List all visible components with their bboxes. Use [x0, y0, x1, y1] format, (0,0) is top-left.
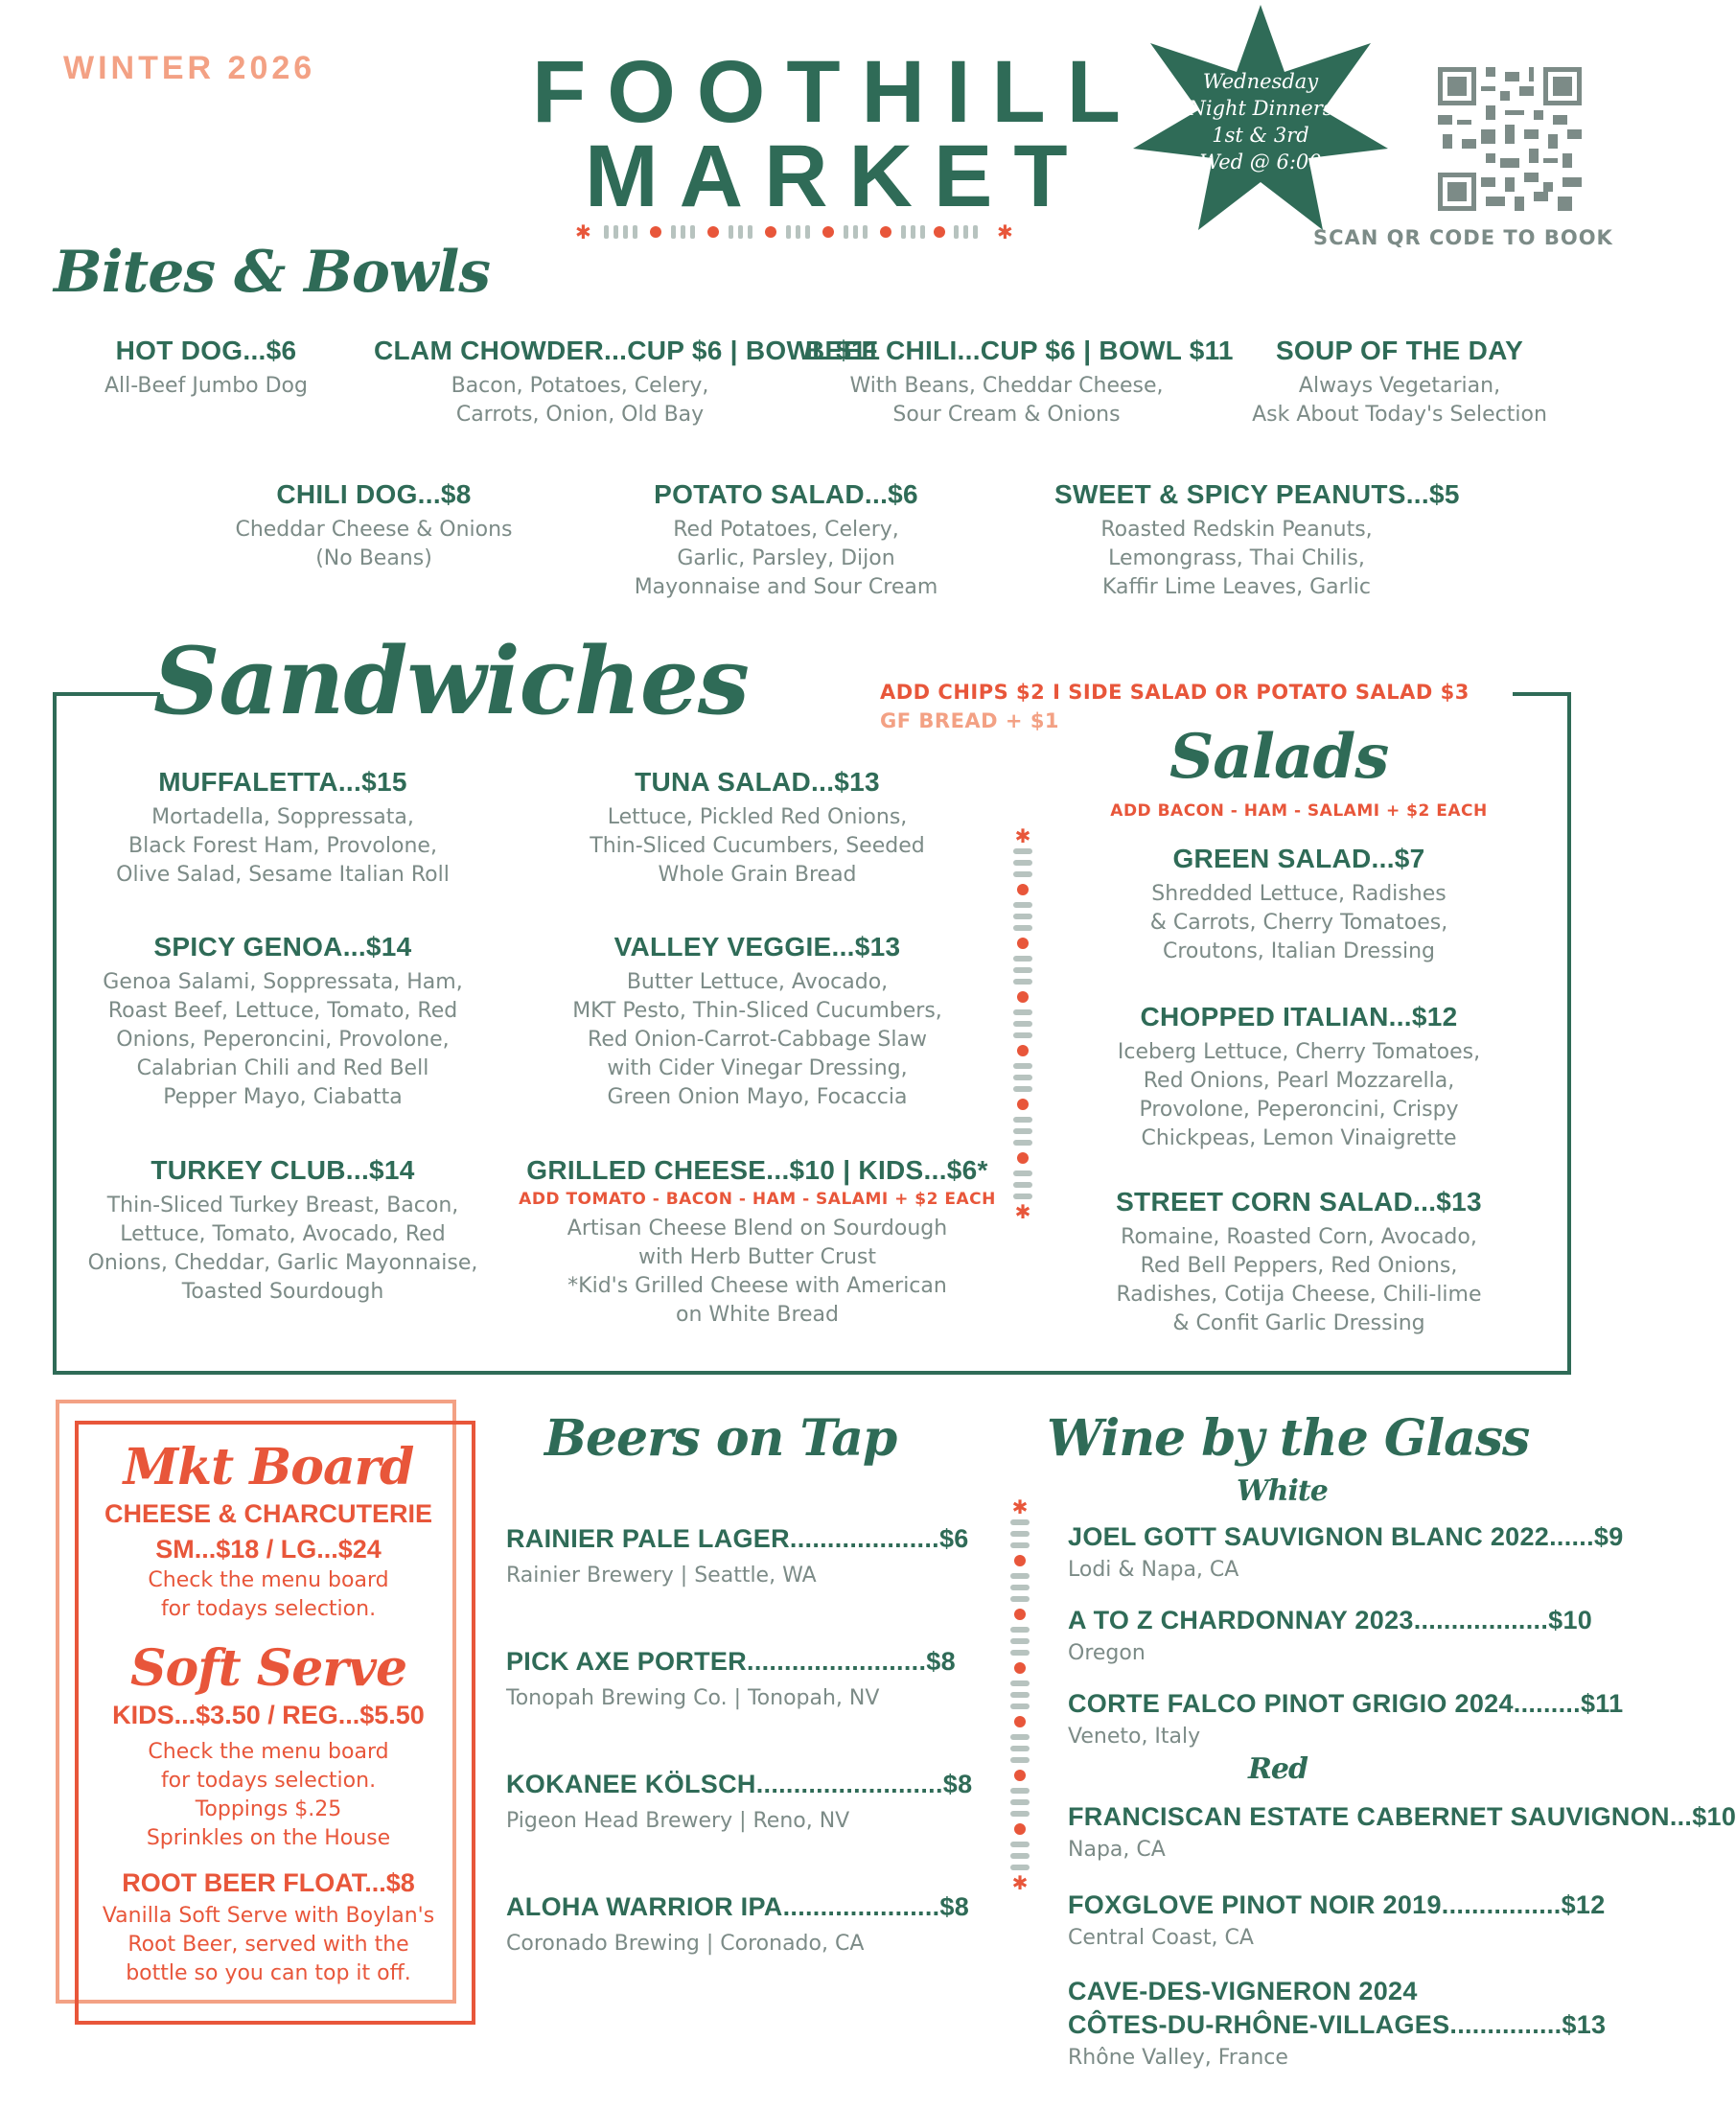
menu-item — [1093, 1002, 1505, 1153]
item-title: SOUP OF THE DAY — [1275, 336, 1524, 365]
badge-line-2: Night Dinners — [1188, 97, 1333, 120]
wine-desc: Central Coast, CA — [1068, 1926, 1254, 1950]
item-title: STREET CORN SALAD...$13 — [1116, 1187, 1482, 1217]
badge-line-1: Wednesday — [1202, 70, 1319, 93]
item-title: HOT DOG...$6 — [115, 336, 297, 365]
item-title: GRILLED CHEESE...$10 | KIDS...$6* — [526, 1155, 988, 1185]
wine-desc: Veneto, Italy — [1068, 1725, 1201, 1749]
salads-addon: ADD BACON - HAM - SALAMI + $2 EACH — [1110, 801, 1488, 821]
beer-item — [506, 1770, 972, 1833]
item-desc: Thin-Sliced Turkey Breast, Bacon, Lettuce, Tomato, Avocado, Red Onions, Cheddar, Garlic Mayonnaise, Toasted Sourdough — [87, 1194, 478, 1304]
menu-item — [1093, 1187, 1505, 1338]
brand-line-2: MARKET — [585, 127, 1089, 225]
item-title: GREEN SALAD...$7 — [1172, 844, 1425, 873]
menu-item — [556, 767, 959, 890]
wine-item — [1068, 1522, 1624, 1582]
wine-item — [1068, 1977, 1606, 2070]
item-title: VALLEY VEGGIE...$13 — [613, 932, 901, 962]
soft-serve-heading: Soft Serve — [129, 1639, 407, 1698]
beer-desc: Tonopah Brewing Co. | Tonopah, NV — [506, 1686, 880, 1710]
wednesday-dinner-badge — [1131, 5, 1390, 235]
drinks-divider: ✱ ✱ — [1011, 1495, 1029, 1894]
item-title: SWEET & SPICY PEANUTS...$5 — [1054, 479, 1460, 509]
bites-heading: Bites & Bowls — [54, 239, 491, 306]
beer-item — [506, 1524, 969, 1588]
beer-desc: Pigeon Head Brewery | Reno, NV — [506, 1809, 850, 1833]
header-ornament — [575, 222, 1016, 242]
menu-item — [220, 479, 527, 573]
menu-item — [58, 336, 355, 401]
frame-top-right — [1513, 692, 1567, 696]
item-desc: Romaine, Roasted Corn, Avocado, Red Bell Peppers, Red Onions, Radishes, Cotija Cheese, Chili-lime & Confit Garlic Dressing — [1116, 1225, 1482, 1335]
item-desc: Bacon, Potatoes, Celery, Carrots, Onion, Old Bay — [451, 374, 709, 427]
wine-item — [1068, 1890, 1606, 1950]
item-desc: Butter Lettuce, Avocado, MKT Pesto, Thin-Sliced Cucumbers, Red Onion-Carrot-Cabbage Slaw with Cider Vinegar Dressing, Green Onion Mayo, Focaccia — [572, 970, 942, 1109]
beer-desc: Coronado Brewing | Coronado, CA — [506, 1932, 865, 1956]
item-title: TUNA SALAD...$13 — [635, 767, 880, 797]
board-desc: Check the menu board for todays selection. — [148, 1568, 389, 1621]
wine-title: JOEL GOTT SAUVIGNON BLANC 2022......$9 — [1068, 1522, 1624, 1551]
wine-title: A TO Z CHARDONNAY 2023..................$10 — [1068, 1606, 1593, 1634]
salads-heading: Salads — [1169, 721, 1389, 793]
item-desc: Mortadella, Soppressata, Black Forest Ham, Provolone, Olive Salad, Sesame Italian Roll — [116, 805, 450, 887]
beer-title: KOKANEE KÖLSCH.........................$8 — [506, 1770, 973, 1798]
board-title: CHEESE & CHARCUTERIE — [104, 1499, 433, 1528]
item-desc: Red Potatoes, Celery, Garlic, Parsley, Dijon Mayonnaise and Sour Cream — [634, 518, 938, 599]
menu-item — [374, 336, 881, 429]
item-desc: Genoa Salami, Soppressata, Ham, Roast Beef, Lettuce, Tomato, Red Onions, Peperoncini, Provolone, Calabrian Chili and Red Bell Pepper Mayo, Ciabatta — [103, 970, 463, 1109]
item-desc: Iceberg Lettuce, Cherry Tomatoes, Red Onions, Pearl Mozzarella, Provolone, Peperoncini, Crispy Chickpeas, Lemon Vinaigrette — [1117, 1040, 1481, 1150]
wine-item — [1068, 1606, 1592, 1665]
item-title: BEEF CHILI...CUP $6 | BOWL $11 — [805, 336, 1234, 365]
board-price: SM...$18 / LG...$24 — [155, 1535, 382, 1564]
menu-item — [91, 767, 475, 890]
menu-item — [91, 932, 475, 1112]
item-title: SPICY GENOA...$14 — [153, 932, 412, 962]
wine-item — [1068, 1802, 1736, 1862]
beer-title: RAINIER PALE LAGER....................$6 — [506, 1524, 969, 1553]
wine-title: FOXGLOVE PINOT NOIR 2019................$12 — [1068, 1890, 1606, 1919]
menu-item — [1054, 479, 1460, 602]
item-desc: With Beans, Cheddar Cheese, Sour Cream & Onions — [849, 374, 1164, 427]
beer-desc: Rainier Brewery | Seattle, WA — [506, 1564, 817, 1588]
beer-title: ALOHA WARRIOR IPA.....................$8 — [506, 1892, 970, 1921]
wine-title: CAVE-DES-VIGNERON 2024 — [1068, 1977, 1418, 2005]
item-title: CHOPPED ITALIAN...$12 — [1140, 1002, 1458, 1031]
menu-item — [805, 336, 1234, 429]
sandwich-addon-line-1: ADD CHIPS $2 I SIDE SALAD OR POTATO SALAD $3 — [880, 681, 1470, 704]
wine-desc: Lodi & Napa, CA — [1068, 1558, 1239, 1582]
svg-text:✱: ✱ — [575, 220, 591, 243]
badge-line-3: 1st & 3rd — [1212, 124, 1309, 147]
wine-title: FRANCISCAN ESTATE CABERNET SAUVIGNON...$10 — [1068, 1802, 1736, 1831]
soft-serve-desc: Check the menu board for todays selection. Toppings $.25 Sprinkles on the House — [146, 1740, 391, 1850]
item-desc: All-Beef Jumbo Dog — [104, 374, 308, 398]
menu-item — [546, 932, 968, 1112]
badge-line-4: Wed @ 6:00 — [1199, 151, 1322, 174]
item-desc: Lettuce, Pickled Red Onions, Thin-Sliced Cucumbers, Seeded Whole Grain Bread — [590, 805, 925, 887]
item-addon: ADD TOMATO - BACON - HAM - SALAMI + $2 EACH — [519, 1190, 996, 1209]
item-title: POTATO SALAD...$6 — [654, 479, 918, 509]
ornament-svg — [575, 222, 1016, 242]
item-desc: Shredded Lettuce, Radishes & Carrots, Cherry Tomatoes, Croutons, Italian Dressing — [1149, 882, 1448, 963]
menu-item — [518, 1155, 997, 1330]
mkt-board-heading: Mkt Board — [123, 1438, 414, 1496]
sandwiches-heading: Sandwiches — [153, 627, 749, 735]
menu-item — [1227, 336, 1572, 429]
menu-item — [1093, 844, 1505, 966]
wine-white-label: White — [1237, 1474, 1328, 1508]
brand-line-1: FOOTHILL — [532, 43, 1142, 141]
item-desc: Artisan Cheese Blend on Sourdough with Herb Butter Crust *Kid's Grilled Cheese with American on White Bread — [567, 1217, 948, 1327]
wine-desc: Oregon — [1068, 1641, 1146, 1665]
item-title: MUFFALETTA...$15 — [158, 767, 407, 797]
wine-desc: Napa, CA — [1068, 1838, 1166, 1862]
item-title: CHILI DOG...$8 — [276, 479, 472, 509]
qr-code-graphic — [1438, 67, 1582, 211]
item-desc: Always Vegetarian, Ask About Today's Selection — [1252, 374, 1547, 427]
wine-item — [1068, 1689, 1623, 1749]
season-label: WINTER 2026 — [63, 50, 316, 86]
item-title: TURKEY CLUB...$14 — [150, 1155, 415, 1185]
mkt-content — [77, 1438, 460, 1988]
wine-title: CORTE FALCO PINOT GRIGIO 2024.........$11 — [1068, 1689, 1624, 1718]
item-desc: Cheddar Cheese & Onions (No Beans) — [235, 518, 513, 570]
svg-text:✱: ✱ — [997, 220, 1013, 243]
beer-item — [506, 1647, 956, 1710]
beer-item — [506, 1892, 969, 1956]
float-desc: Vanilla Soft Serve with Boylan's Root Beer, served with the bottle so you can top it off. — [102, 1904, 435, 1985]
soft-serve-price: KIDS...$3.50 / REG...$5.50 — [112, 1701, 425, 1729]
beers-heading: Beers on Tap — [544, 1409, 897, 1468]
item-desc: Roasted Redskin Peanuts, Lemongrass, Thai Chilis, Kaffir Lime Leaves, Garlic — [1100, 518, 1373, 599]
qr-code[interactable] — [1438, 67, 1582, 211]
beer-title: PICK AXE PORTER........................$8 — [506, 1647, 956, 1676]
menu-item — [77, 1155, 489, 1307]
menu-item — [613, 479, 959, 602]
float-title: ROOT BEER FLOAT...$8 — [122, 1868, 415, 1897]
column-divider: ✱ ✱ — [1014, 824, 1031, 1223]
wine-red-label: Red — [1248, 1752, 1308, 1786]
qr-caption: SCAN QR CODE TO BOOK — [1313, 226, 1613, 249]
wine-desc: Rhône Valley, France — [1068, 2046, 1288, 2070]
wine-title-line-2: CÔTES-DU-RHÔNE-VILLAGES...............$13 — [1068, 2010, 1607, 2039]
wine-heading: Wine by the Glass — [1047, 1409, 1530, 1468]
item-title: CLAM CHOWDER...CUP $6 | BOWL $11 — [374, 336, 881, 365]
frame-top-left — [53, 692, 160, 696]
sandwich-addon-line-2: GF BREAD + $1 — [880, 709, 1060, 732]
